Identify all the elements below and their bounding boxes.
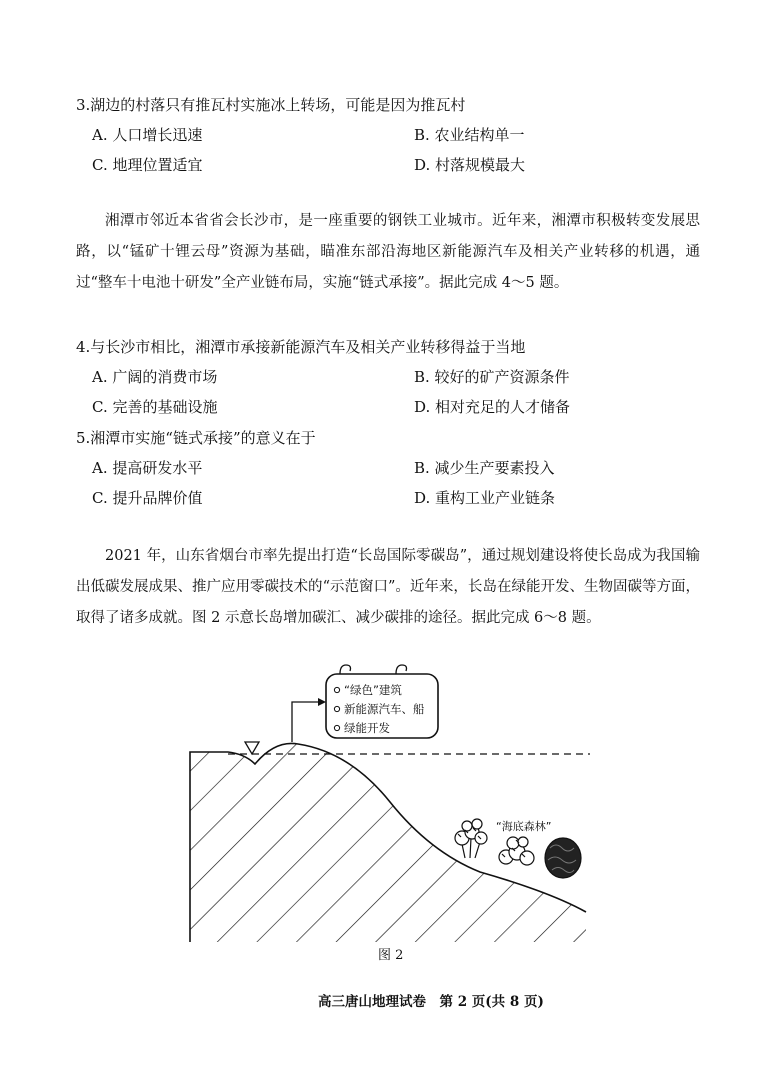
question-4-option-a: A. 广阔的消费市场 [92, 368, 218, 386]
question-4-option-d: D. 相对充足的人才储备 [414, 398, 571, 416]
question-3-option-a: A. 人口增长迅速 [92, 126, 203, 144]
seaweed-plant-icon [455, 819, 487, 858]
question-4-option-b: B. 较好的矿产资源条件 [414, 368, 570, 386]
arrow-head-icon [318, 698, 326, 706]
passage-xiangtan: 湘潭市邻近本省省会长沙市，是一座重要的钢铁工业城市。近年来，湘潭市积极转变发展思路，以“锰矿十锂云母”资源为基础，瞄准东部沿海地区新能源汽车及相关产业转移的机遇，通过“整车十电池十研发”全产业链布局，实施“链式承接”。据此完成 4～5 题。 [76, 213, 700, 291]
sign-hook-right-icon [396, 665, 407, 674]
question-5-stem: 5.湘潭市实施“链式承接”的意义在于 [76, 429, 316, 447]
sign-hook-left-icon [340, 665, 351, 674]
figure-caption: 图 2 [378, 948, 404, 963]
question-3-option-d: D. 村落规模最大 [414, 156, 526, 174]
question-5-option-a: A. 提高研发水平 [92, 459, 203, 477]
question-5-option-d: D. 重构工业产业链条 [414, 489, 556, 507]
sign-item-new-energy-vehicles: 新能源汽车、船 [344, 702, 425, 716]
question-5-option-b: B. 减少生产要素投入 [414, 459, 555, 477]
coral-plant-icon [499, 837, 534, 865]
page-footer: 高三唐山地理试卷 第 2 页(共 8 页) [318, 994, 544, 1010]
question-3-stem: 3.湖边的村落只有推瓦村实施冰上转场，可能是因为推瓦村 [76, 96, 466, 114]
kelp-bush-icon [545, 838, 581, 878]
question-4-stem: 4.与长沙市相比，湘潭市承接新能源汽车及相关产业转移得益于当地 [76, 338, 526, 356]
arrow-line [292, 702, 318, 742]
question-4-option-c: C. 完善的基础设施 [92, 398, 218, 416]
passage-changdao: 2021 年，山东省烟台市率先提出打造“长岛国际零碳岛”，通过规划建设将使长岛成为我国输出低碳发展成果、推广应用零碳技术的“示范窗口”。近年来，长岛在绿能开发、生物固碳等方面，取得了诸多成就。图 2 示意长岛增加碳汇、减少碳排的途径。据此完成 6～8 题。 [76, 548, 700, 626]
seaforest-label: “海底森林” [496, 820, 552, 833]
figure-2 [180, 662, 600, 962]
sign-item-green-energy: 绿能开发 [344, 721, 390, 735]
sign-item-green-building: “绿色”建筑 [344, 683, 402, 697]
question-3-option-b: B. 农业结构单一 [414, 126, 525, 144]
question-3-option-c: C. 地理位置适宜 [92, 156, 203, 174]
water-level-marker-icon [245, 742, 259, 754]
question-5-option-c: C. 提升品牌价值 [92, 489, 203, 507]
